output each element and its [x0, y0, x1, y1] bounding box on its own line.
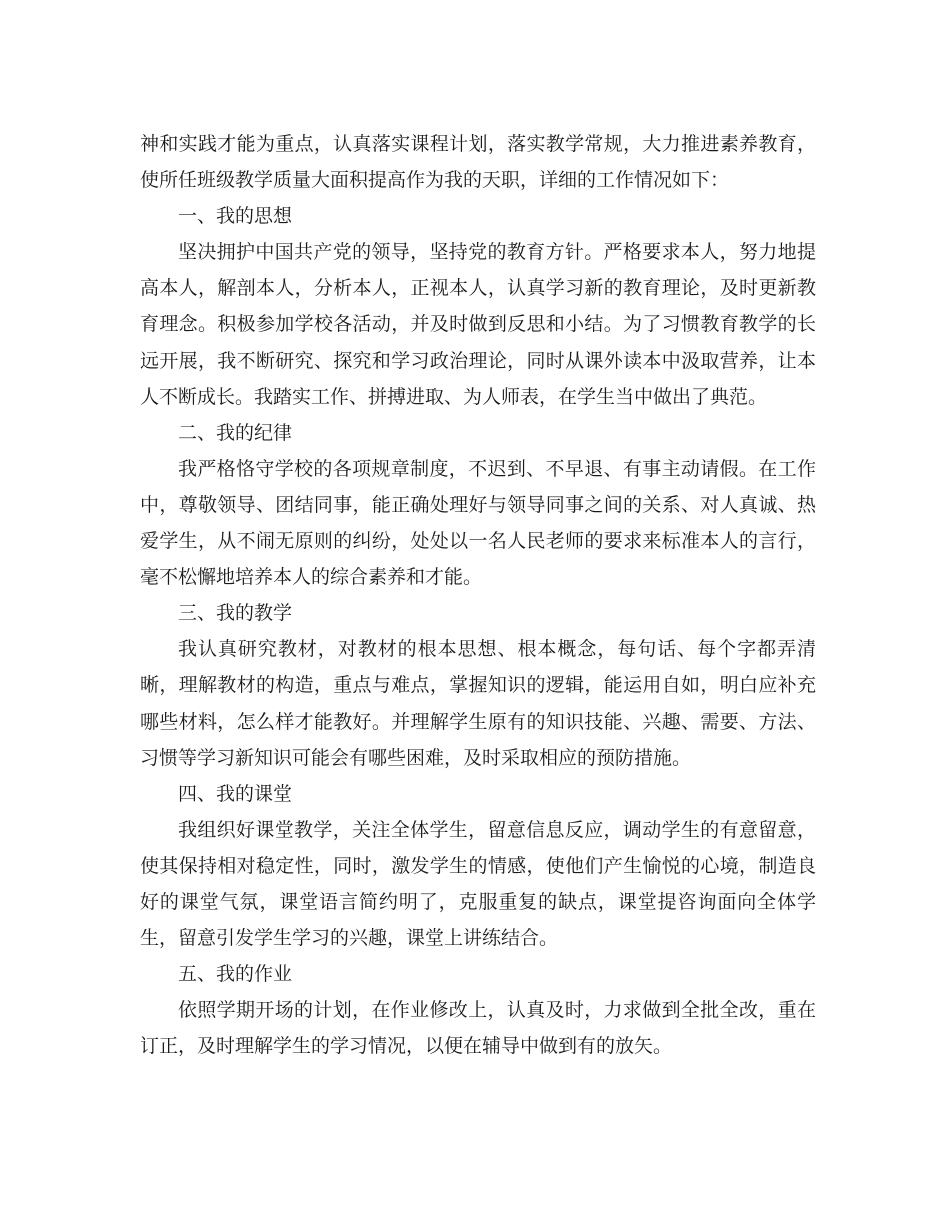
section-heading-classroom: 四、我的课堂: [178, 782, 293, 805]
paragraph-homework: 依照学期开场的计划，在作业修改上，认真及时，力求做到全批全改，重在订正，及时理解学生的学习情况，以便在辅导中做到有的放矢。: [140, 999, 816, 1058]
paragraph-teaching: 我认真研究教材，对教材的根本思想、根本概念，每句话、每个字都弄清晰，理解教材的构造，重点与难点，掌握知识的逻辑，能运用自如，明白应补充哪些材料，怎么样才能教好。并理解学生原有的知识技能、兴趣、需要、方法、习惯等学习新知识可能会有哪些困难，及时采取相应的预防措施。: [140, 638, 816, 769]
paragraph-continuation: 神和实践才能为重点，认真落实课程计划，落实教学常规，大力推进素养教育，使所任班级教学质量大面积提高作为我的天职，详细的工作情况如下：: [140, 133, 816, 192]
section-heading-homework: 五、我的作业: [178, 963, 293, 986]
document-body: [140, 126, 816, 1064]
paragraph-thought: 坚决拥护中国共产党的领导，坚持党的教育方针。严格要求本人，努力地提高本人，解剖本人，分析本人，正视本人，认真学习新的教育理论，及时更新教育理念。积极参加学校各活动，并及时做到反思和小结。为了习惯教育教学的长远开展，我不断研究、探究和学习政治理论，同时从课外读本中汲取营养，让本人不断成长。我踏实工作、拼搏进取、为人师表，在学生当中做出了典范。: [140, 241, 816, 408]
section-heading-thought: 一、我的思想: [178, 205, 293, 228]
section-heading-discipline: 二、我的纪律: [178, 421, 293, 444]
paragraph-discipline: 我严格恪守学校的各项规章制度，不迟到、不早退、有事主动请假。在工作中，尊敬领导、团结同事，能正确处理好与领导同事之间的关系、对人真诚、热爱学生，从不闹无原则的纠纷，处处以一名人民老师的要求来标准本人的言行，毫不松懈地培养本人的综合素养和才能。: [140, 457, 816, 589]
section-heading-teaching: 三、我的教学: [178, 602, 293, 625]
paragraph-classroom: 我组织好课堂教学，关注全体学生，留意信息反应，调动学生的有意留意，使其保持相对稳定性，同时，激发学生的情感，使他们产生愉悦的心境，制造良好的课堂气氛，课堂语言简约明了，克服重复的缺点，课堂提咨询面向全体学生，留意引发学生学习的兴趣，课堂上讲练结合。: [140, 818, 816, 950]
